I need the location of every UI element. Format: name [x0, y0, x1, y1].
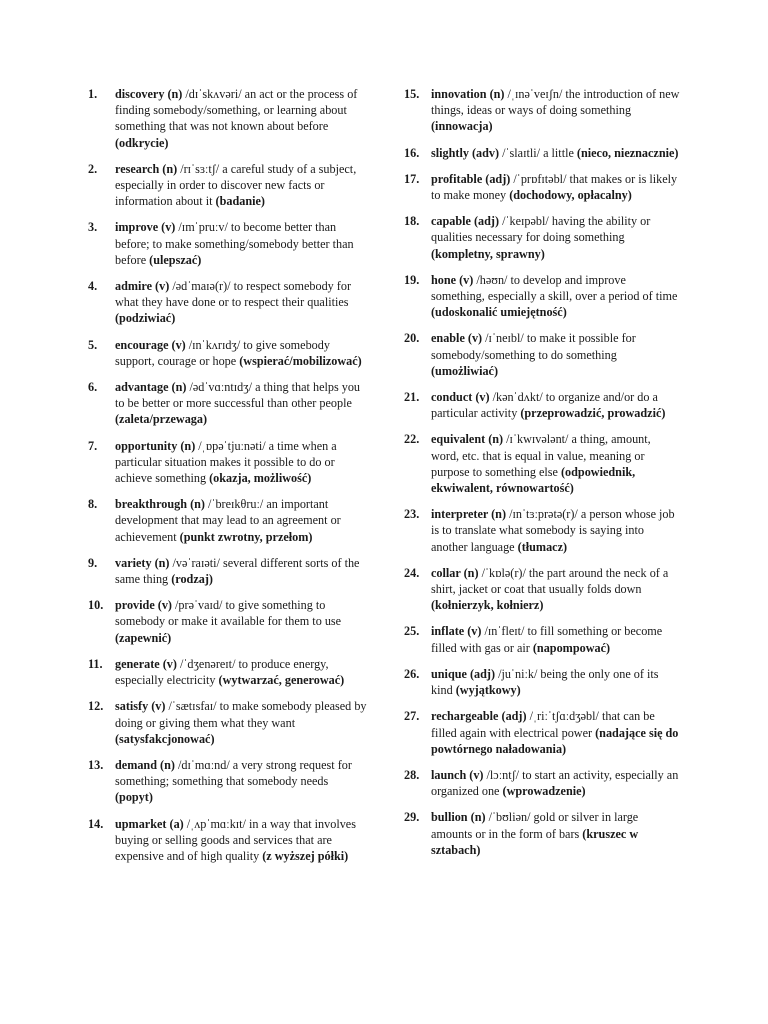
- entry-number: 7.: [88, 438, 98, 453]
- entry-number: 29.: [404, 810, 420, 825]
- entry-definition: to give something to somebody or make it available for them to use: [115, 598, 342, 629]
- entry-translation: (badanie): [215, 194, 265, 209]
- entry-number: 28.: [404, 767, 420, 782]
- entry-definition: a time when a particular situation makes it possible to do or achieve something: [115, 438, 337, 486]
- entry-number: 15.: [404, 87, 420, 101]
- entry-term: innovation (n): [431, 87, 505, 101]
- entry-definition: to produce energy, especially electricity: [115, 656, 329, 688]
- entry-pronunciation: /ˌɪnəˈveɪʃn/: [504, 87, 566, 101]
- entry-term: research (n): [115, 161, 178, 176]
- entry-term: satisfy (v): [115, 699, 166, 714]
- entry-pronunciation: /prəˈvaɪd/: [172, 598, 226, 613]
- entry-pronunciation: /ɪnˈfleɪt/: [481, 624, 528, 639]
- entry-translation: (rodzaj): [171, 572, 213, 587]
- entry-term: variety (n): [115, 555, 170, 570]
- entry-number: 10.: [88, 598, 104, 613]
- entry-definition: a very strong request for something; something that somebody needs: [115, 757, 352, 789]
- entry-term: breakthrough (n): [115, 497, 205, 512]
- entry-translation: (tłumacz): [517, 539, 568, 554]
- entry-translation: (punkt zwrotny, przełom): [179, 529, 313, 544]
- entry-term: upmarket (a): [115, 816, 184, 831]
- entry-number: 24.: [404, 565, 420, 580]
- vocab-entry: [404, 506, 680, 555]
- entry-translation: (umożliwiać): [431, 363, 499, 378]
- vocab-entry: [404, 272, 680, 321]
- entry-pronunciation: /ˈbreɪkθruː/: [204, 497, 267, 512]
- entry-definition: an important development that may lead to an agreement or achievement: [115, 497, 341, 544]
- entry-term: improve (v): [115, 220, 176, 235]
- entry-term: opportunity (n): [115, 438, 196, 453]
- entry-pronunciation: /ˈslaɪtli/: [499, 145, 544, 160]
- entry-translation: (wspierać/mobilizować): [239, 353, 362, 368]
- entry-number: 9.: [88, 555, 98, 570]
- entry-number: 25.: [404, 624, 420, 639]
- entry-translation: (zaleta/przewaga): [115, 412, 208, 427]
- vocab-entry: [404, 809, 680, 858]
- entry-definition: having the ability or qualities necessary for doing something: [431, 214, 651, 245]
- entry-translation: (napompować): [532, 640, 611, 655]
- left-column: [88, 86, 368, 874]
- entry-number: 17.: [404, 171, 420, 186]
- vocab-entry: [88, 379, 368, 428]
- entry-pronunciation: /ɪnˈtɜːprətə(r)/: [506, 507, 581, 522]
- entry-pronunciation: /dɪˈmɑːnd/: [174, 757, 233, 772]
- entry-translation: (wytwarzać, generować): [218, 673, 345, 688]
- vocab-entry: [404, 145, 680, 161]
- vocab-entry: [404, 330, 680, 379]
- vocab-entry: [404, 431, 680, 496]
- entry-term: advantage (n): [115, 380, 187, 395]
- vocab-entry: [404, 767, 680, 799]
- entry-number: 13.: [88, 757, 104, 772]
- entry-pronunciation: /ˈkeɪpəbl/: [499, 214, 552, 229]
- entry-definition: to start an activity, especially an organized one: [431, 767, 679, 799]
- entry-definition: a little: [543, 145, 577, 160]
- vocab-entry: [88, 278, 368, 327]
- vocab-entry: [88, 496, 368, 545]
- entry-term: generate (v): [115, 656, 177, 671]
- entry-pronunciation: /ˌriːˈtʃɑːdʒəbl/: [526, 709, 602, 724]
- entry-pronunciation: /ˈbʊliən/: [485, 810, 534, 825]
- entry-pronunciation: /lɔːntʃ/: [483, 767, 523, 782]
- entry-term: interpreter (n): [431, 507, 507, 522]
- entry-translation: (z wyższej półki): [262, 848, 349, 863]
- entry-translation: (popyt): [115, 790, 153, 805]
- vocab-entry: [88, 757, 368, 806]
- entry-pronunciation: /ədˈmaɪə(r)/: [169, 279, 234, 294]
- entry-definition: gold or silver in large amounts or in the form of bars: [431, 810, 639, 841]
- vocab-entry: [88, 219, 368, 268]
- entry-number: 18.: [404, 214, 420, 229]
- entry-pronunciation: /ˈkɒlə(r)/: [478, 565, 529, 580]
- right-column: [404, 86, 680, 868]
- entry-translation: (okazja, możliwość): [209, 471, 312, 486]
- vocab-entry: [404, 565, 680, 614]
- entry-term: hone (v): [431, 272, 474, 287]
- entry-number: 3.: [88, 220, 98, 235]
- vocab-entry: [88, 86, 368, 151]
- entry-translation: (udoskonalić umiejętność): [431, 305, 567, 320]
- vocab-entry: [88, 438, 368, 487]
- vocab-entry: [88, 337, 368, 369]
- entry-translation: (podziwiać): [115, 311, 176, 326]
- entry-number: 23.: [404, 507, 420, 522]
- entry-translation: (satysfakcjonować): [115, 731, 215, 746]
- entry-term: encourage (v): [115, 337, 186, 352]
- entry-term: slightly (adv): [431, 145, 500, 160]
- entry-number: 27.: [404, 709, 420, 724]
- entry-term: unique (adj): [431, 666, 496, 681]
- entry-definition: to fill something or become filled with gas or air: [431, 624, 663, 655]
- entry-definition: being the only one of its kind: [431, 666, 659, 698]
- entry-translation: (nieco, nieznacznie): [576, 145, 679, 160]
- entry-term: collar (n): [431, 565, 479, 580]
- entry-term: launch (v): [431, 767, 484, 782]
- entry-number: 14.: [88, 816, 104, 831]
- entry-definition: an act or the process of finding somebody/something, or learning about something that was not known about before: [115, 87, 358, 134]
- vocab-entry: [88, 698, 368, 747]
- entry-translation: (odkrycie): [115, 135, 169, 150]
- entry-definition: to respect somebody for what they have done or to respect their qualities: [115, 279, 352, 310]
- entry-term: demand (n): [115, 757, 175, 772]
- entry-definition: several different sorts of the same thing: [115, 555, 360, 587]
- entry-definition: a thing that helps you to be better or more successful than other people: [115, 380, 361, 411]
- entry-definition: a careful study of a subject, especially in order to discover new facts or information about it: [115, 161, 357, 209]
- entry-pronunciation: /ˌʌpˈmɑːkɪt/: [183, 816, 249, 831]
- vocab-entry: [404, 666, 680, 698]
- entry-definition: a thing, amount, word, etc. that is equal in value, meaning or purpose to something else: [431, 432, 651, 479]
- entry-pronunciation: /ɪnˈkʌrɪdʒ/: [185, 337, 244, 352]
- entry-definition: the introduction of new things, ideas or ways of doing something: [431, 87, 680, 118]
- entry-definition: to make somebody pleased by doing or giving them what they want: [115, 699, 367, 730]
- entry-pronunciation: /ɪmˈpruːv/: [175, 220, 231, 235]
- entry-number: 16.: [404, 145, 420, 160]
- entry-pronunciation: /ˈdʒenəreɪt/: [176, 656, 239, 671]
- entry-number: 20.: [404, 331, 420, 346]
- entry-term: inflate (v): [431, 624, 482, 639]
- entry-translation: (kołnierzyk, kołnierz): [431, 598, 544, 613]
- entry-pronunciation: /ˈprɒfɪtəbl/: [510, 171, 570, 186]
- entry-term: enable (v): [431, 331, 483, 346]
- entry-term: profitable (adj): [431, 171, 511, 186]
- entry-translation: (innowacja): [431, 119, 493, 134]
- entry-number: 4.: [88, 279, 98, 294]
- entry-number: 8.: [88, 497, 98, 512]
- entry-number: 12.: [88, 699, 104, 714]
- entry-translation: (kruszec w sztabach): [431, 826, 639, 857]
- entry-definition: that can be filled again with electrical power: [431, 709, 655, 740]
- entry-term: equivalent (n): [431, 432, 504, 447]
- entry-term: capable (adj): [431, 214, 500, 229]
- entry-translation: (wprowadzenie): [502, 784, 586, 799]
- entry-definition: to become better than before; to make something/somebody better than before: [115, 220, 354, 267]
- vocab-entry: [404, 708, 680, 757]
- entry-term: provide (v): [115, 598, 172, 613]
- entry-number: 1.: [88, 87, 98, 101]
- entry-number: 19.: [404, 272, 420, 287]
- entry-translation: (wyjątkowy): [455, 683, 521, 698]
- entry-number: 5.: [88, 337, 98, 352]
- entry-definition: in a way that involves buying or selling goods and services that are expensive and of high quality: [115, 816, 356, 863]
- entry-translation: (zapewnić): [115, 630, 172, 645]
- entry-number: 26.: [404, 666, 420, 681]
- vocab-entry: [88, 656, 368, 688]
- entry-pronunciation: /rɪˈsɜːtʃ/: [177, 161, 223, 176]
- entry-term: bullion (n): [431, 810, 486, 825]
- entry-definition: to make it possible for somebody/something to do something: [431, 331, 636, 362]
- entry-pronunciation: /ˈsætɪsfaɪ/: [165, 699, 220, 714]
- entry-pronunciation: /juˈniːk/: [495, 666, 541, 681]
- entry-definition: to give somebody support, courage or hope: [115, 337, 330, 368]
- entry-term: admire (v): [115, 279, 170, 294]
- vocab-entry: [404, 213, 680, 262]
- entry-translation: (ulepszać): [149, 252, 202, 267]
- entry-number: 22.: [404, 432, 420, 447]
- entry-pronunciation: /ˌɒpəˈtjuːnəti/: [195, 438, 269, 453]
- entry-pronunciation: /ɪˈkwɪvələnt/: [503, 432, 572, 447]
- vocab-entry: [404, 86, 680, 135]
- vocab-entry: [88, 555, 368, 587]
- entry-term: conduct (v): [431, 390, 490, 405]
- entry-definition: to organize and/or do a particular activity: [431, 390, 658, 421]
- entry-term: discovery (n): [115, 87, 183, 101]
- entry-translation: (odpowiednik, ekwiwalent, równowartość): [431, 464, 636, 496]
- vocab-entry: [404, 623, 680, 655]
- entry-translation: (dochodowy, opłacalny): [509, 188, 632, 203]
- entry-pronunciation: /ədˈvɑːntɪdʒ/: [186, 380, 256, 395]
- entry-pronunciation: /vəˈraɪəti/: [169, 555, 223, 570]
- vocab-entry: [88, 816, 368, 865]
- entry-definition: that makes or is likely to make money: [431, 171, 678, 203]
- entry-term: rechargeable (adj): [431, 709, 527, 724]
- vocab-entry: [404, 171, 680, 203]
- entry-number: 2.: [88, 161, 98, 176]
- entry-number: 6.: [88, 380, 98, 395]
- entry-translation: (przeprowadzić, prowadzić): [520, 406, 666, 421]
- vocab-entry: [88, 597, 368, 646]
- entry-pronunciation: /dɪˈskʌvəri/: [182, 87, 245, 101]
- entry-pronunciation: /ɪˈneɪbl/: [482, 331, 527, 346]
- entry-definition: a person whose job is to translate what somebody is saying into another language: [431, 507, 675, 554]
- entry-pronunciation: /həʊn/: [473, 272, 511, 287]
- vocab-entry: [404, 389, 680, 421]
- vocab-entry: [88, 161, 368, 210]
- entry-number: 21.: [404, 390, 420, 405]
- entry-pronunciation: /kənˈdʌkt/: [489, 390, 546, 405]
- entry-number: 11.: [88, 656, 103, 671]
- entry-translation: (nadające się do powtórnego naładowania): [431, 725, 679, 756]
- entry-translation: (kompletny, sprawny): [431, 246, 545, 261]
- entry-definition: the part around the neck of a shirt, jacket or coat that usually folds down: [431, 565, 669, 597]
- entry-definition: to develop and improve something, especially a skill, over a period of time: [431, 272, 678, 304]
